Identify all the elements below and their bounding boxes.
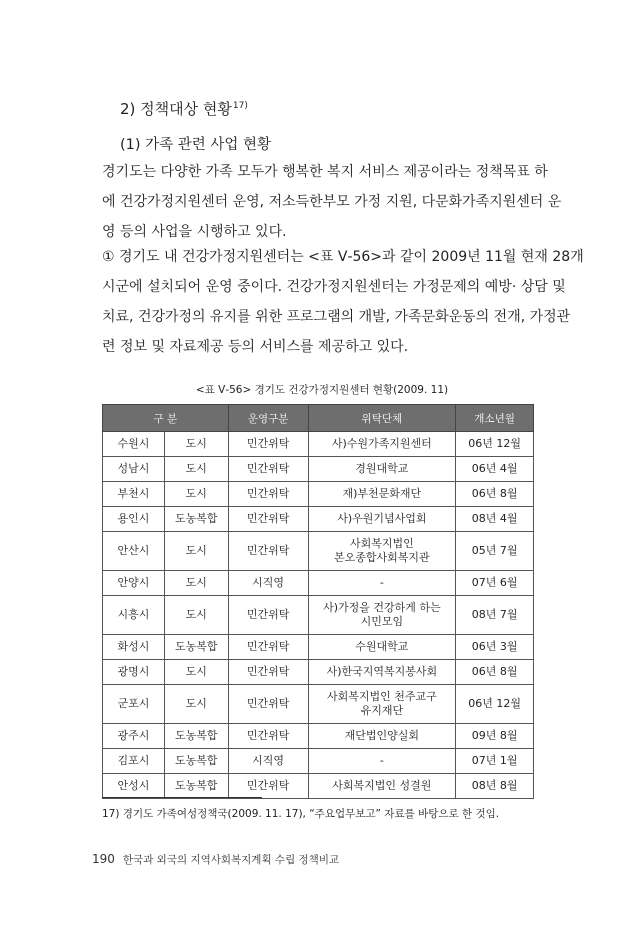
contractor-line: 유지재단: [360, 704, 404, 717]
region-type-cell: 도농복합: [164, 635, 228, 660]
contractor-line: 사)수원가족지원센터: [331, 437, 432, 450]
contractor-cell: [308, 685, 456, 724]
region-type-cell: 도시: [164, 532, 228, 571]
contractor-line: 재)부천문화재단: [342, 487, 422, 500]
city-cell: 광명시: [103, 660, 165, 685]
city-cell: 군포시: [103, 685, 165, 724]
paragraph-line: 치료, 건강가정의 유지를 위한 프로그램의 개발, 가족문화운동의 전개, 가정관: [102, 309, 571, 325]
contractor-cell: [308, 635, 456, 660]
paragraph-line: 련 정보 및 자료제공 등의 서비스를 제공하고 있다.: [102, 339, 409, 355]
opened-cell: 09년 8월: [456, 724, 534, 749]
section-title-text: 2) 정책대상 현황: [120, 100, 232, 118]
opened-cell: 06년 3월: [456, 635, 534, 660]
page-number: 190: [92, 852, 115, 866]
table-row: [103, 635, 534, 660]
contractor-cell: [308, 432, 456, 457]
contractor-line: 시민모임: [360, 615, 404, 628]
region-type-cell: 도시: [164, 482, 228, 507]
opened-cell: 08년 8월: [456, 774, 534, 799]
city-cell: 시흥시: [103, 596, 165, 635]
paragraph-1: [102, 157, 562, 247]
footnote-rule: [102, 797, 262, 798]
paragraph-2: [102, 242, 584, 362]
table-row: [103, 571, 534, 596]
contractor-cell: [308, 774, 456, 799]
operation-cell: 민간위탁: [228, 774, 308, 799]
table-row: [103, 660, 534, 685]
header-opened: 개소년월: [456, 405, 534, 432]
region-type-cell: 도시: [164, 571, 228, 596]
contractor-cell: [308, 660, 456, 685]
city-cell: 안산시: [103, 532, 165, 571]
page-footer: [92, 852, 339, 867]
opened-cell: 07년 1월: [456, 749, 534, 774]
contractor-line: 사회복지법인 천주교구: [326, 690, 437, 703]
region-type-cell: 도시: [164, 685, 228, 724]
contractor-line: 사)한국지역복지봉사회: [326, 665, 438, 678]
operation-cell: 민간위탁: [228, 532, 308, 571]
region-type-cell: 도농복합: [164, 749, 228, 774]
opened-cell: 07년 6월: [456, 571, 534, 596]
operation-cell: 민간위탁: [228, 635, 308, 660]
section-title: [120, 98, 248, 119]
table-row: [103, 482, 534, 507]
header-operation: 운영구분: [228, 405, 308, 432]
table-header-row: [103, 405, 534, 432]
operation-cell: 민간위탁: [228, 660, 308, 685]
contractor-cell: [308, 596, 456, 635]
contractor-line: -: [379, 576, 384, 589]
paragraph-line: ① 경기도 내 건강가정지원센터는 <표 Ⅴ-56>과 같이 2009년 11월 현재 28개: [102, 249, 584, 265]
footnote: 17) 경기도 가족여성정책국(2009. 11. 17), “주요업무보고” 자료를 바탕으로 한 것임.: [102, 808, 500, 820]
operation-cell: 민간위탁: [228, 457, 308, 482]
table-row: [103, 685, 534, 724]
opened-cell: 06년 8월: [456, 660, 534, 685]
table-caption: <표 Ⅴ-56> 경기도 건강가정지원센터 현황(2009. 11): [195, 384, 449, 396]
city-cell: 광주시: [103, 724, 165, 749]
table-row: [103, 724, 534, 749]
operation-cell: 시직영: [228, 749, 308, 774]
operation-cell: 시직영: [228, 571, 308, 596]
table-row: [103, 596, 534, 635]
region-type-cell: 도시: [164, 432, 228, 457]
running-title: 한국과 외국의 지역사회복지계획 수립 정책비교: [122, 854, 340, 866]
contractor-cell: [308, 532, 456, 571]
operation-cell: 민간위탁: [228, 724, 308, 749]
contractor-line: 재단법인양실회: [344, 729, 420, 742]
city-cell: 김포시: [103, 749, 165, 774]
city-cell: 성남시: [103, 457, 165, 482]
region-type-cell: 도시: [164, 457, 228, 482]
opened-cell: 08년 7월: [456, 596, 534, 635]
table-row: [103, 774, 534, 799]
header-division: 구 분: [103, 405, 229, 432]
city-cell: 화성시: [103, 635, 165, 660]
contractor-line: -: [379, 754, 384, 767]
city-cell: 부천시: [103, 482, 165, 507]
city-cell: 안양시: [103, 571, 165, 596]
contractor-cell: [308, 749, 456, 774]
table-row: [103, 749, 534, 774]
city-cell: 수원시: [103, 432, 165, 457]
city-cell: 안성시: [103, 774, 165, 799]
opened-cell: 06년 4월: [456, 457, 534, 482]
region-type-cell: 도시: [164, 660, 228, 685]
city-cell: 용인시: [103, 507, 165, 532]
table-row: [103, 507, 534, 532]
contractor-line: 사회복지법인: [349, 537, 414, 550]
opened-cell: 06년 12월: [456, 432, 534, 457]
contractor-line: 본오종합사회복지관: [334, 551, 430, 564]
table-row: [103, 532, 534, 571]
opened-cell: 06년 8월: [456, 482, 534, 507]
contractor-line: 경원대학교: [355, 462, 409, 475]
operation-cell: 민간위탁: [228, 685, 308, 724]
contractor-line: 사)가정을 건강하게 하는: [323, 601, 441, 614]
family-center-table: [102, 404, 534, 799]
table-body: [103, 432, 534, 799]
opened-cell: 05년 7월: [456, 532, 534, 571]
region-type-cell: 도시: [164, 596, 228, 635]
contractor-cell: [308, 457, 456, 482]
table-row: [103, 432, 534, 457]
region-type-cell: 도농복합: [164, 724, 228, 749]
contractor-line: 사)우원기념사업회: [337, 512, 427, 525]
paragraph-line: 경기도는 다양한 가족 모두가 행복한 복지 서비스 제공이라는 정책목표 하: [102, 164, 548, 180]
operation-cell: 민간위탁: [228, 432, 308, 457]
contractor-cell: [308, 507, 456, 532]
contractor-cell: [308, 571, 456, 596]
operation-cell: 민간위탁: [228, 482, 308, 507]
operation-cell: 민간위탁: [228, 596, 308, 635]
region-type-cell: 도농복합: [164, 774, 228, 799]
table-row: [103, 457, 534, 482]
region-type-cell: 도농복합: [164, 507, 228, 532]
contractor-line: 사회복지법인 성결원: [332, 779, 432, 792]
footnote-ref: 17): [232, 101, 248, 111]
paragraph-line: 영 등의 사업을 시행하고 있다.: [102, 224, 287, 240]
paragraph-line: 에 건강가정지원센터 운영, 저소득한부모 가정 지원, 다문화가족지원센터 운: [102, 194, 562, 210]
opened-cell: 06년 12월: [456, 685, 534, 724]
subsection-title: (1) 가족 관련 사업 현황: [120, 137, 272, 153]
contractor-cell: [308, 482, 456, 507]
opened-cell: 08년 4월: [456, 507, 534, 532]
contractor-line: 수원대학교: [355, 640, 409, 653]
contractor-cell: [308, 724, 456, 749]
operation-cell: 민간위탁: [228, 507, 308, 532]
header-contractor: 위탁단체: [308, 405, 456, 432]
paragraph-line: 시군에 설치되어 운영 중이다. 건강가정지원센터는 가정문제의 예방· 상담 및: [102, 279, 566, 295]
